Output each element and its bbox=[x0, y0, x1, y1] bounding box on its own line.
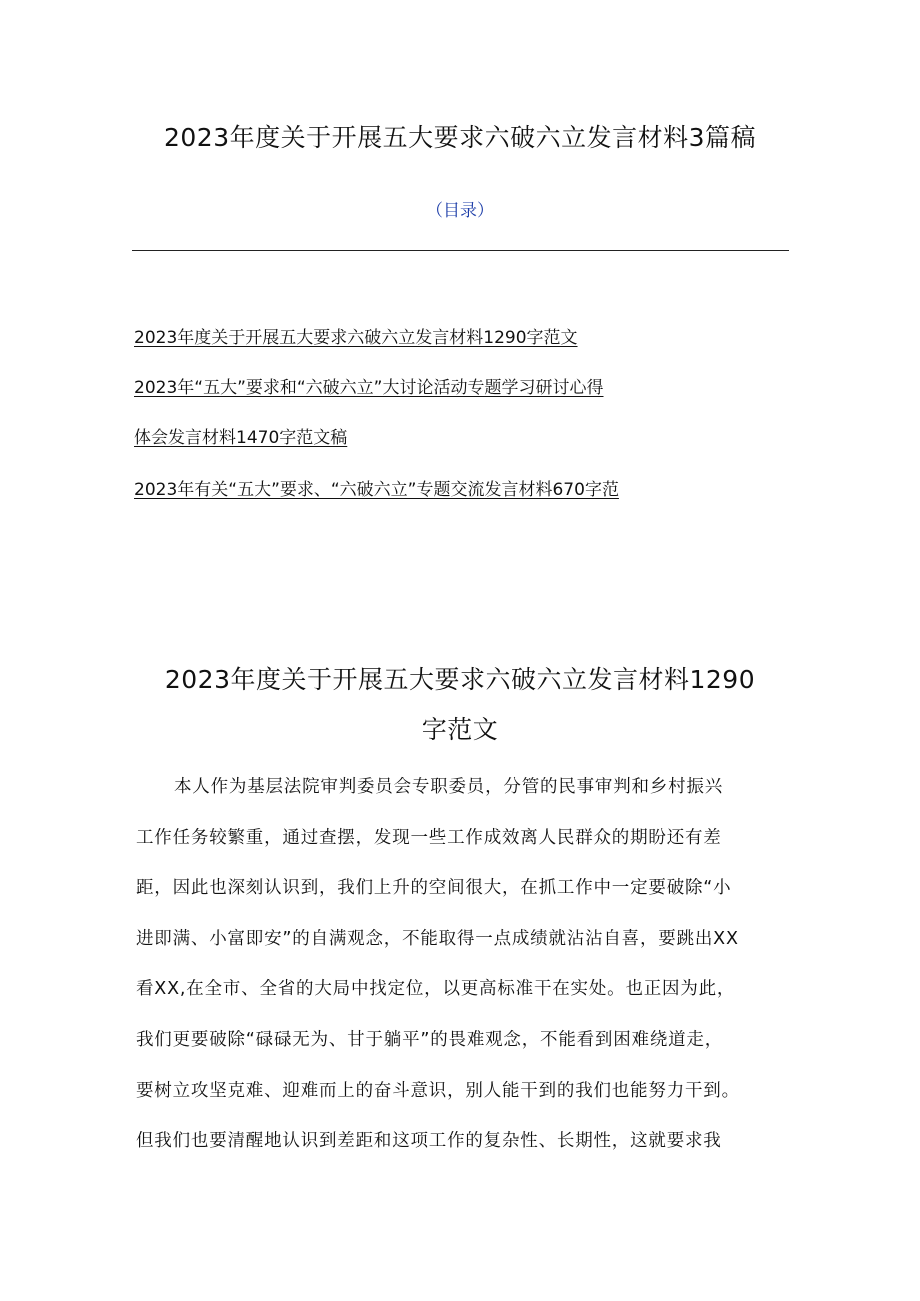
body-line: 本人作为基层法院审判委员会专职委员，分管的民事审判和乡村振兴 bbox=[174, 777, 723, 797]
toc-heading: （目录） bbox=[426, 201, 494, 221]
body-line: 我们更要破除“碌碌无为、甘于躺平”的畏难观念，不能看到困难绕道走， bbox=[136, 1029, 724, 1050]
body-line: 看XX,在全市、全省的大局中找定位，以更高标准干在实处。也正因为此， bbox=[136, 979, 736, 1000]
toc-link-2[interactable]: 2023年“五大”要求和“六破六立”大讨论活动专题学习研讨心得 bbox=[134, 378, 604, 398]
toc-link-2-continued[interactable]: 体会发言材料1470字范文稿 bbox=[134, 428, 348, 448]
body-line: 工作任务较繁重，通过查摆，发现一些工作成效离人民群众的期盼还有差 bbox=[136, 827, 722, 848]
body-line: 要树立攻坚克难、迎难而上的奋斗意识，别人能干到的我们也能努力干到。 bbox=[136, 1080, 740, 1101]
section-title: 2023年度关于开展五大要求六破六立发言材料1290 bbox=[164, 665, 756, 694]
body-line: 距，因此也深刻认识到，我们上升的空间很大，在抓工作中一定要破除“小 bbox=[136, 878, 732, 899]
body-line: 但我们也要清醒地认识到差距和这项工作的复杂性、长期性，这就要求我 bbox=[136, 1131, 722, 1152]
document-title: 2023年度关于开展五大要求六破六立发言材料3篇稿 bbox=[163, 123, 757, 152]
toc-divider bbox=[132, 250, 789, 251]
section-body bbox=[136, 762, 796, 1167]
section-title-continued: 字范文 bbox=[421, 715, 499, 744]
body-line: 进即满、小富即安”的自满观念，不能取得一点成绩就沾沾自喜，要跳出XX bbox=[136, 928, 739, 949]
toc-link-3[interactable]: 2023年有关“五大”要求、“六破六立”专题交流发言材料670字范 bbox=[134, 480, 619, 500]
toc-link-1[interactable]: 2023年度关于开展五大要求六破六立发言材料1290字范文 bbox=[134, 328, 578, 348]
